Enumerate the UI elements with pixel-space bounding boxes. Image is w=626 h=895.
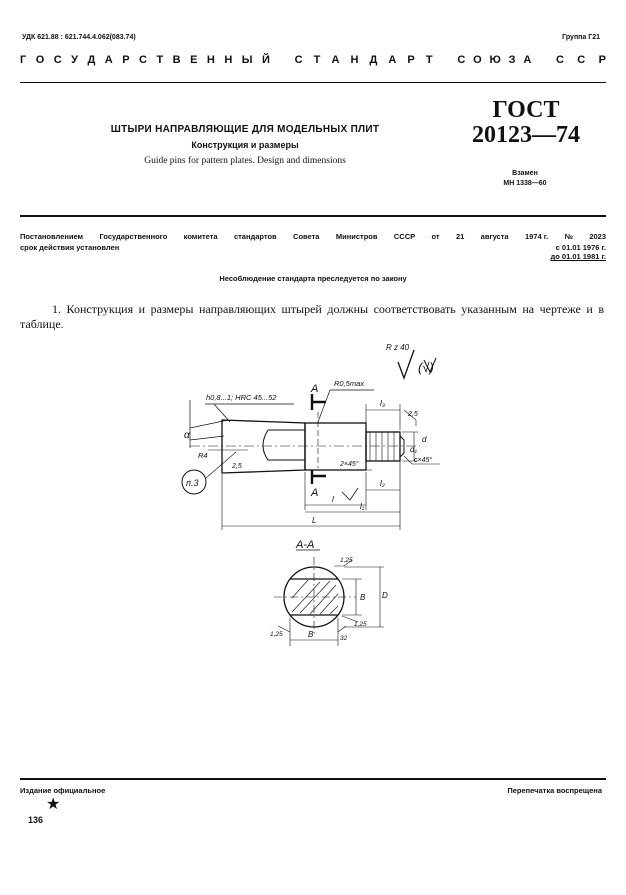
decree-word: Совета [293,232,320,241]
edition-label: Издание официальное [20,786,106,795]
header-letter: Г [20,54,27,66]
header-letter: З [508,54,516,66]
tolerance-leader [205,404,294,422]
section-hatching [292,580,338,614]
r4-label: R4 [198,451,208,460]
group-code: Группа Г21 [562,34,600,41]
header-letter: А [388,54,397,66]
chamfer-2-label: 2×45° [340,461,359,468]
clause-1: 1. Конструкция и размеры направляющих штырей должны соответствовать указанным на чертеже и в таблице. [20,302,604,331]
section-b-label: B [360,593,366,602]
section-dim-1-25-left: 1,25 [270,631,283,638]
section-dim-1-25-right: 1,25 [354,621,367,628]
footer-divider [20,778,606,780]
decree-word: 1974 г. [524,232,549,241]
dim-2-5-label: 2,5 [408,411,418,418]
replaces-value: МН 1338—60 [503,180,547,187]
l2-label: l₂ [380,479,385,488]
header-letter: А [331,54,340,66]
section-letter-bottom: A [311,487,319,499]
document-subtitle: Конструкция и размеры [191,140,299,150]
gost-number: 20123—74 [472,122,580,148]
header-letter: Д [87,54,96,66]
decree-word: № [564,232,573,241]
l1-label: l₁ [360,502,365,511]
document-title-english: Guide pins for pattern plates. Design and dimensions [144,156,346,166]
section-title: A-A [296,539,315,551]
document-title: ШТЫРИ НАПРАВЛЯЮЩИЕ ДЛЯ МОДЕЛЬНЫХ ПЛИТ [110,124,380,135]
section-D-label: D [382,591,388,600]
decree-word: СССР [393,232,416,241]
alpha-label: α [184,430,190,441]
surface-mark-paren: (√) [418,360,434,375]
decree-word: Министров [335,232,378,241]
validity-label: срок действия установлен [20,243,120,252]
fillet-label: R0,5max [334,379,365,388]
l-label: l [332,495,334,504]
header-letter: Ю [489,54,501,66]
header-letter: Т [156,54,164,66]
header-letter: В [172,54,181,66]
header-letter: Й [261,54,270,66]
decree-word: августа [480,232,509,241]
replaces-label: Взамен [512,170,538,177]
decree-word: стандартов [233,232,277,241]
chamfer-c-label: c×45° [414,457,433,464]
header-letter: О [35,54,45,66]
header-letter: У [71,54,79,66]
date-from: с 01.01 1976 г. [555,243,606,252]
date-to: до 01.01 1981 г. [550,252,606,261]
section-B-label: B [308,630,314,639]
L-label: L [312,516,317,525]
reprint-notice: Перепечатка воспрещена [507,786,602,795]
header-letter: С [577,54,586,66]
header-letter: С [457,54,466,66]
header-letter: Р [598,54,606,66]
section-marker-top [312,394,326,410]
page-number: 136 [28,815,44,825]
header-letter: А [104,54,113,66]
decree-word: 21 [455,232,465,241]
gost-label: ГОСТ [492,97,560,123]
section-dim-1-25-top: 1,25 [340,557,353,564]
section-roughness-label: 32 [340,635,348,642]
decree-word: от [431,232,440,241]
decree-word: Государственного [99,232,168,241]
header-letter: С [294,54,303,66]
dim-2-5b-label: 2,5 [232,463,242,470]
decree-word: 2023 [589,232,606,241]
fillet-leader [318,390,374,422]
header-letter: Н [206,54,215,66]
udk-code: УДК 621.88 : 621.744.4.062(083.74) [22,34,136,41]
roughness-triangle-mark [342,488,358,500]
d-label: d [422,435,427,444]
header-letter: А [523,54,532,66]
roughness-check-mark [398,350,414,378]
legal-notice: Несоблюдение стандарта преследуется по закону [219,274,407,283]
header-letter: С [53,54,62,66]
pin-guide-groove [263,430,305,460]
pin-thread-lines [370,432,394,461]
header-letter: Н [224,54,233,66]
header-letter: О [473,54,482,66]
header-letter: С [555,54,564,66]
d1-label: d₁ [410,445,417,454]
pin-shank [366,432,400,461]
header-letter: Н [350,54,359,66]
header-letter: Т [425,54,433,66]
header-letter: Ы [241,54,253,66]
header-letter: С [139,54,147,66]
header-letter: Е [190,54,198,66]
header-letter: Р [122,54,130,66]
decree-word: Постановлением [20,232,84,241]
header-letter: Т [313,54,321,66]
tolerance-label: h0,8...1; HRC 45...52 [206,393,277,402]
section-letter-top: A [311,383,319,395]
star-icon: ★ [46,794,61,813]
header-letter: Д [369,54,378,66]
l3-label: l₃ [380,399,385,408]
surface-mark: R z 40 [386,343,410,352]
section-marker-bottom [312,470,326,484]
header-letter: Р [407,54,415,66]
note-ref-label: п.3 [186,478,199,488]
decree-word: комитета [183,232,218,241]
